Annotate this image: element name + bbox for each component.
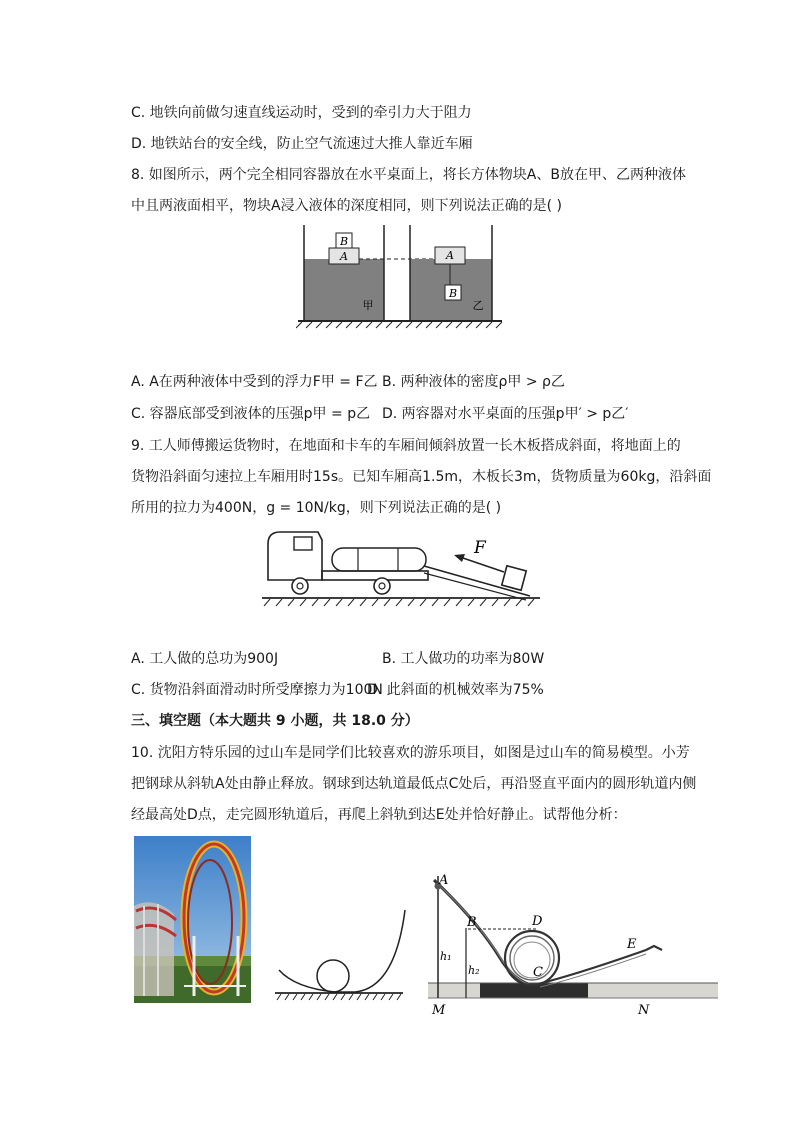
truck-rear-wheel <box>374 578 390 594</box>
label-n: N <box>638 1003 650 1018</box>
label-c: C <box>533 965 543 980</box>
truck-front-wheel <box>292 578 308 594</box>
right-ramp <box>538 946 662 984</box>
liquid-jia-label: 甲 <box>362 299 374 312</box>
force-arrow-head <box>454 554 465 562</box>
label-h2: h₂ <box>468 964 480 977</box>
q8-option-a: A. A在两种液体中受到的浮力F甲 = F乙 <box>131 374 378 390</box>
q9-stem-line3: 所用的拉力为400N，g = 10N/kg，则下列说法正确的是( ) <box>131 500 502 516</box>
label-b: B <box>467 915 477 930</box>
q9-option-b: B. 工人做功的功率为80W <box>382 651 545 667</box>
q9-option-a: A. 工人做的总功为900J <box>131 651 279 667</box>
force-label: F <box>474 538 486 558</box>
q10-stem-line2: 把钢球从斜轨A处由静止释放。钢球到达轨道最低点C处后，再沿竖直平面内的圆形轨道内侧 <box>131 776 697 792</box>
ground-hatching <box>264 599 534 606</box>
bowl-track <box>279 910 405 992</box>
label-m: M <box>432 1003 446 1018</box>
truck-bed <box>322 571 428 580</box>
track-model-figure <box>428 866 720 1018</box>
left-ramp <box>434 880 528 984</box>
block-b-right-label: B <box>448 287 458 300</box>
label-a: A <box>439 873 449 888</box>
q8-option-c: C. 容器底部受到液体的压强p甲 = p乙 <box>131 406 371 422</box>
block-a-right-label: A <box>446 249 454 262</box>
circle-loop <box>317 960 349 992</box>
q8-stem-line1: 8. 如图所示，两个完全相同容器放在水平桌面上，将长方体物块A、B放在甲、乙两种液体 <box>131 167 686 183</box>
table-hatching <box>296 322 502 328</box>
label-d: D <box>532 914 543 929</box>
truck-tank <box>332 548 426 571</box>
q9-truck-ramp-figure <box>260 526 542 612</box>
block-a-left-label: A <box>340 250 348 263</box>
q10-stem-line1: 10. 沈阳方特乐园的过山车是同学们比较喜欢的游乐项目，如图是过山车的简易模型。小芳 <box>131 745 690 761</box>
q8-stem-line2: 中且两液面相平，物块A浸入液体的深度相同，则下列说法正确的是( ) <box>131 198 562 214</box>
q7-option-d: D. 地铁站台的安全线，防止空气流速过大推人靠近车厢 <box>131 136 473 152</box>
q7-option-c: C. 地铁向前做匀速直线运动时，受到的牵引力大于阻力 <box>131 105 472 121</box>
truck-window <box>294 537 312 550</box>
liquid-yi-label: 乙 <box>472 299 484 312</box>
q9-stem-line2: 货物沿斜面匀速拉上车厢用时15s。已知车厢高1.5m，木板长3m，货物质量为60kg，沿斜面 <box>131 469 712 485</box>
q9-stem-line1: 9. 工人师傅搬运货物时，在地面和卡车的车厢间倾斜放置一长木板搭成斜面，将地面上的 <box>131 438 681 454</box>
q8-containers-figure <box>296 222 506 330</box>
truck-cab <box>268 532 322 580</box>
label-e: E <box>627 937 637 952</box>
q9-option-c: C. 货物沿斜面滑动时所受摩擦力为100N <box>131 682 383 698</box>
ball-in-bowl-figure <box>275 900 407 1004</box>
q8-option-b: B. 两种液体的密度ρ甲 > ρ乙 <box>382 374 565 390</box>
roller-coaster-photo <box>134 836 251 1003</box>
section-heading: 三、填空题（本大题共 9 小题，共 18.0 分） <box>131 713 419 729</box>
loop-outer <box>505 931 559 985</box>
q8-option-d: D. 两容器对水平桌面的压强p甲′ > p乙′ <box>382 406 629 422</box>
q10-stem-line3: 经最高处D点，走完圆形轨道后，再爬上斜轨到达E处并恰好静止。试帮他分析： <box>131 807 627 823</box>
q9-option-d: D. 此斜面的机械效率为75% <box>367 682 544 698</box>
force-arrow <box>460 557 504 572</box>
label-h1: h₁ <box>440 950 452 963</box>
cargo-box <box>502 566 526 590</box>
block-b-left-label: B <box>339 235 349 248</box>
